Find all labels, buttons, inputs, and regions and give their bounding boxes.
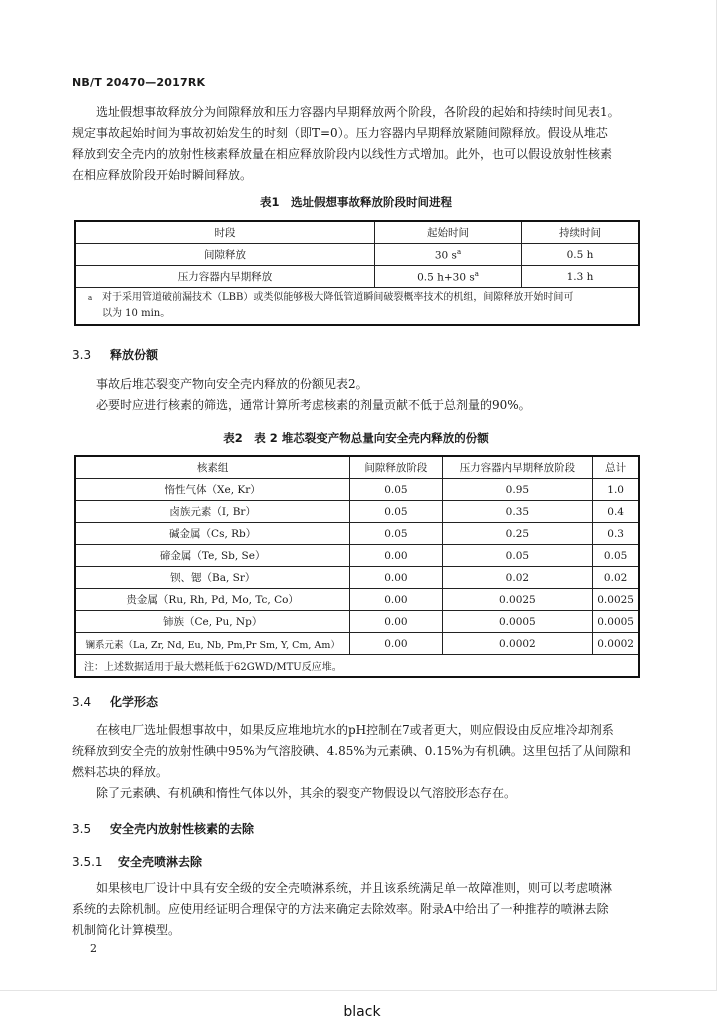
section-3-4-line-2: 统释放到安全壳的放射性碘中95%为气溶胶碘、4.85%为元素碘、0.15%为有机碘。这里包括了从间隙和 — [72, 744, 631, 758]
section-3-5-1-heading — [72, 853, 202, 870]
table1-header-row — [75, 221, 639, 244]
table1-note — [75, 288, 639, 326]
table-row — [75, 479, 639, 501]
table1-note-row — [75, 288, 639, 326]
early-release: 0.02 — [442, 567, 593, 589]
nuclide-group: 卤族元素（I, Br） — [75, 501, 350, 523]
table-row — [75, 266, 639, 288]
nuclide-group: 镧系元素（La, Zr, Nd, Eu, Nb, Pm,Pr Sm, Y, Cm, Am） — [75, 633, 350, 655]
intro-line-3: 释放到安全壳内的放射性核素释放量在相应释放阶段内以线性方式增加。此外，也可以假设放射性核素 — [72, 147, 613, 161]
table1 — [74, 220, 640, 326]
table2-note-row — [75, 655, 639, 678]
table2 — [74, 455, 640, 678]
intro-paragraph — [72, 102, 640, 186]
table1-duration: 0.5 h — [522, 244, 640, 266]
table2-header: 核素组 — [75, 456, 350, 479]
section-3-5-heading — [72, 820, 254, 837]
section-number: 3.3 — [72, 348, 92, 362]
table2-header-row — [75, 456, 639, 479]
early-release: 0.25 — [442, 523, 593, 545]
total-release: 0.3 — [593, 523, 639, 545]
section-3-5-1-paragraph — [72, 878, 640, 941]
table2-note: 注：上述数据适用于最大燃耗低于62GWD/MTU反应堆。 — [75, 655, 639, 678]
table1-duration: 1.3 h — [522, 266, 640, 288]
table-row — [75, 545, 639, 567]
table2-header: 压力容器内早期释放阶段 — [442, 456, 593, 479]
early-release: 0.05 — [442, 545, 593, 567]
early-release: 0.35 — [442, 501, 593, 523]
section-3-3-heading — [72, 346, 158, 363]
table1-note-line-2: 以为 10 min。 — [102, 308, 171, 319]
table-row — [75, 567, 639, 589]
early-release: 0.0025 — [442, 589, 593, 611]
intro-line-2: 规定事故起始时间为事故初始发生的时刻（即T=0）。压力容器内早期释放紧随间隙释放。假设从堆芯 — [72, 126, 608, 140]
table-row — [75, 523, 639, 545]
section-3-4-line-3: 燃料芯块的释放。 — [72, 765, 169, 779]
table2-header: 间隙释放阶段 — [350, 456, 442, 479]
total-release: 0.4 — [593, 501, 639, 523]
gap-release: 0.05 — [350, 479, 442, 501]
section-3-3-line-2: 必要时应进行核素的筛选，通常计算所考虑核素的剂量贡献不低于总剂量的90%。 — [96, 398, 531, 412]
section-number: 3.5.1 — [72, 855, 103, 869]
total-release: 0.05 — [593, 545, 639, 567]
gap-release: 0.05 — [350, 523, 442, 545]
section-title: 安全壳内放射性核素的去除 — [110, 822, 255, 836]
table-row — [75, 244, 639, 266]
early-release: 0.95 — [442, 479, 593, 501]
table1-period: 间隙释放 — [75, 244, 375, 266]
section-3-4-line-1: 在核电厂选址假想事故中，如果反应堆地坑水的pH控制在7或者更大，则应假设由反应堆冷却剂系 — [96, 723, 614, 737]
table-row — [75, 611, 639, 633]
gap-release: 0.00 — [350, 589, 442, 611]
total-release: 0.02 — [593, 567, 639, 589]
section-3-5-1-line-3: 机制简化计算模型。 — [72, 923, 181, 937]
nuclide-group: 贵金属（Ru, Rh, Pd, Mo, Tc, Co） — [75, 589, 350, 611]
table1-start-value: 0.5 h+30 s — [417, 271, 475, 284]
table2-header: 总计 — [593, 456, 639, 479]
total-release: 0.0025 — [593, 589, 639, 611]
section-3-3-line-1: 事故后堆芯裂变产物向安全壳内释放的份额见表2。 — [96, 377, 368, 391]
nuclide-group: 碲金属（Te, Sb, Se） — [75, 545, 350, 567]
section-3-4-line-4: 除了元素碘、有机碘和惰性气体以外，其余的裂变产物假设以气溶胶形态存在。 — [96, 786, 517, 800]
table1-note-mark: a — [88, 294, 93, 302]
section-number: 3.5 — [72, 822, 92, 836]
footer-label: black — [343, 1004, 381, 1020]
table1-header: 起始时间 — [375, 221, 522, 244]
table-row — [75, 589, 639, 611]
total-release: 1.0 — [593, 479, 639, 501]
table1-start — [375, 244, 522, 266]
early-release: 0.0002 — [442, 633, 593, 655]
nuclide-group: 铈族（Ce, Pu, Np） — [75, 611, 350, 633]
section-3-5-1-line-2: 系统的去除机制。应使用经证明合理保守的方法来确定去除效率。附录A中给出了一种推荐的喷淋去除 — [72, 902, 609, 916]
gap-release: 0.05 — [350, 501, 442, 523]
section-title: 化学形态 — [110, 695, 159, 709]
table1-footnote-ref: a — [456, 247, 462, 256]
nuclide-group: 惰性气体（Xe, Kr） — [75, 479, 350, 501]
gap-release: 0.00 — [350, 545, 442, 567]
section-number: 3.4 — [72, 695, 92, 709]
total-release: 0.0005 — [593, 611, 639, 633]
section-3-4-paragraph — [72, 720, 640, 804]
early-release: 0.0005 — [442, 611, 593, 633]
intro-line-1: 选址假想事故释放分为间隙释放和压力容器内早期释放两个阶段，各阶段的起始和持续时间见表1。 — [96, 105, 620, 119]
nuclide-group: 钡、锶（Ba, Sr） — [75, 567, 350, 589]
section-3-3-paragraph — [72, 374, 640, 416]
nuclide-group: 碱金属（Cs, Rb） — [75, 523, 350, 545]
section-title: 安全壳喷淋去除 — [118, 855, 203, 869]
page-number: 2 — [90, 942, 97, 955]
intro-line-4: 在相应释放阶段开始时瞬间释放。 — [72, 168, 253, 182]
gap-release: 0.00 — [350, 611, 442, 633]
table1-start — [375, 266, 522, 288]
table-row — [75, 633, 639, 655]
table1-caption: 表1 选址假想事故释放阶段时间进程 — [260, 195, 452, 209]
section-3-4-heading — [72, 693, 158, 710]
table1-note-line-1: 对于采用管道破前漏技术（LBB）或类似能够极大降低管道瞬间破裂概率技术的机组，间隙释放开始时间可 — [102, 292, 574, 303]
total-release: 0.0002 — [593, 633, 639, 655]
table1-header: 持续时间 — [522, 221, 640, 244]
table1-header: 时段 — [75, 221, 375, 244]
table1-footnote-ref: a — [474, 269, 479, 278]
table2-caption: 表2 表 2 堆芯裂变产物总量向安全壳内释放的份额 — [223, 431, 489, 445]
standard-code: NB/T 20470—2017RK — [72, 76, 206, 89]
table-row — [75, 501, 639, 523]
section-3-5-1-line-1: 如果核电厂设计中具有安全级的安全壳喷淋系统，并且该系统满足单一故障准则，则可以考虑喷淋 — [96, 881, 613, 895]
gap-release: 0.00 — [350, 567, 442, 589]
table1-start-value: 30 s — [434, 249, 457, 262]
section-title: 释放份额 — [110, 348, 159, 362]
gap-release: 0.00 — [350, 633, 442, 655]
table1-period: 压力容器内早期释放 — [75, 266, 375, 288]
